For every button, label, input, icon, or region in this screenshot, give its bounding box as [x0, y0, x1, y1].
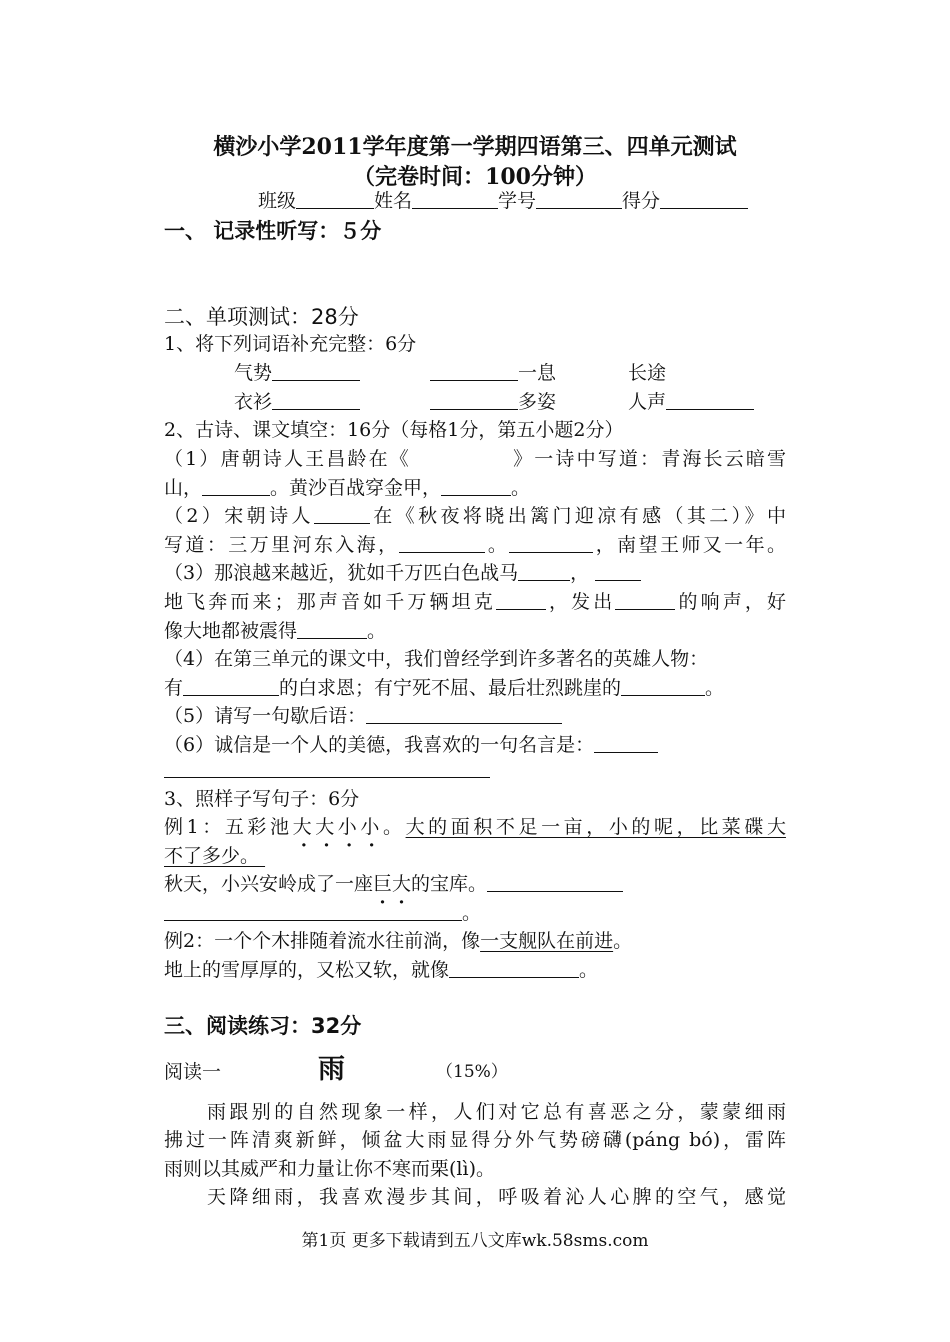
name-blank[interactable]	[412, 189, 498, 209]
q2-p3-g: 。	[367, 620, 387, 642]
q1-r2-c	[628, 388, 754, 417]
ex1-dot-char-4: 小	[360, 816, 383, 838]
q2-p2-line1	[164, 502, 786, 531]
q1-r2-c-text: 人声	[628, 391, 667, 413]
q2-p3-line1	[164, 559, 786, 588]
s1-dot-char-2: 大	[392, 873, 412, 895]
section2-heading: 二、单项测试：28分	[164, 305, 359, 329]
q2-p3-blank3[interactable]	[496, 590, 546, 610]
q2-p3-e: 的响声，好	[675, 591, 786, 613]
q2-p1-line1	[164, 445, 786, 474]
q1-prompt: 1、将下列词语补充完整：6分	[164, 333, 417, 355]
q2-p3-c: 地飞奔而来；那声音如千万辆坦克	[164, 591, 496, 613]
student-info-line	[258, 187, 748, 216]
score-label: 得分	[622, 190, 661, 212]
q2-p3-line3	[164, 617, 786, 646]
reading-para1-line1: 雨跟别的自然现象一样，人们对它总有喜恶之分，蒙蒙细雨	[207, 1101, 786, 1123]
q3-ex2-b: 。	[613, 930, 633, 952]
page-footer: 第1页 更多下载请到五八文库wk.58sms.com	[301, 1231, 649, 1251]
exam-subtitle: （完卷时间：100分钟）	[353, 164, 597, 190]
q2-p4-line2	[164, 674, 786, 703]
q2-p3-d: ，发出	[545, 591, 616, 613]
q2-p3-line2	[164, 588, 786, 617]
q1-r2-a	[234, 388, 360, 417]
q2-p2-blank1[interactable]	[314, 504, 370, 524]
q2-p2-d: 。	[485, 534, 510, 556]
q2-p6-blank1[interactable]	[594, 733, 658, 753]
exam-title: 横沙小学2011学年度第一学期四语第三、四单元测试	[213, 134, 737, 160]
q2-p2-e: ，南望王师又一年。	[593, 534, 786, 556]
q2-p4-blank1[interactable]	[183, 676, 279, 696]
q3-ex1-b: 。	[382, 816, 406, 838]
q2-p4-line1: （4）在第三单元的课文中，我们曾经学到许多著名的英雄人物：	[164, 648, 709, 670]
q1-r2-b-blank[interactable]	[430, 390, 518, 410]
q2-p3-a: （3）那浪越来越近，犹如千万匹白色战马	[164, 562, 519, 584]
q3-s1-b: 的宝库。	[411, 873, 488, 895]
q2-p3-blank1[interactable]	[518, 561, 570, 581]
q2-p1-c: 山，	[164, 477, 203, 499]
reading-label: 阅读一	[164, 1061, 222, 1083]
q2-p1-blank2[interactable]	[441, 476, 511, 496]
q2-prompt: 2、古诗、课文填空：16分（每格1分，第五小题2分）	[164, 419, 624, 441]
section3-heading: 三、阅读练习：32分	[164, 1014, 362, 1038]
q1-r2-c-blank[interactable]	[666, 390, 754, 410]
q3-ex2-underlined: 一支舰队在前进	[480, 930, 614, 952]
q1-r1-b-text: 一息	[518, 362, 557, 384]
q1-r1-a-blank[interactable]	[272, 361, 360, 381]
q2-p3-blank5[interactable]	[297, 619, 367, 639]
ex1-dot-char-1: 大	[292, 816, 316, 838]
score-blank[interactable]	[660, 189, 748, 209]
q2-p3-f: 像大地都被震得	[164, 620, 298, 642]
number-blank[interactable]	[536, 189, 622, 209]
q3-ex2-a: 例2：一个个木排随着流水往前淌，像	[164, 930, 481, 952]
q3-s1-blank1[interactable]	[487, 872, 623, 892]
q3-s2-blank[interactable]	[449, 958, 579, 978]
q2-p2-blank3[interactable]	[509, 533, 593, 553]
class-blank[interactable]	[296, 189, 374, 209]
reading-para1-line3: 雨则以其威严和力量让你不寒而栗(lì)。	[164, 1158, 495, 1180]
reading-title: 雨	[318, 1054, 345, 1085]
q3-ex1-line1	[164, 813, 786, 842]
ex1-dot-char-2: 大	[315, 816, 338, 838]
q2-p4-d: 。	[705, 677, 725, 699]
q2-p4-c: 的白求恩；有宁死不屈、最后壮烈跳崖的	[279, 677, 622, 699]
q1-r1-c	[628, 359, 666, 388]
name-label: 姓名	[374, 190, 413, 212]
q2-p1-d: 。黄沙百战穿金甲，	[270, 477, 442, 499]
q1-r1-b-blank[interactable]	[430, 361, 518, 381]
q3-ex1-line2	[164, 842, 786, 871]
q3-s1-end: 。	[462, 902, 482, 924]
q3-ex1-underlined-1: 大的面积不足一亩，小的呢，比菜碟大	[405, 816, 786, 838]
q1-r2-b	[430, 388, 556, 417]
q2-p2-a: （2）宋朝诗人	[164, 505, 314, 527]
reading-para2-line1: 天降细雨，我喜欢漫步其间，呼吸着沁人心脾的空气，感觉	[207, 1186, 786, 1208]
q3-s1-line2	[164, 899, 786, 928]
q3-s2-b: 。	[579, 959, 599, 981]
q2-p2-b: 在《秋夜将晓出篱门迎凉有感（其二）》中	[369, 505, 786, 527]
q2-p1-blank1[interactable]	[202, 476, 270, 496]
q2-p3-b: ，	[570, 562, 590, 584]
q1-r1-a-text: 气势	[234, 362, 273, 384]
q2-p3-blank4[interactable]	[615, 590, 675, 610]
q3-ex1-underlined-2: 不了多少。	[164, 845, 260, 867]
q1-r1-c-text: 长途	[628, 362, 667, 384]
q2-p6-text: （6）诚信是一个人的美德，我喜欢的一句名言是：	[164, 734, 595, 756]
reading-score: （15%）	[436, 1062, 508, 1082]
q2-p1-b: 》一诗中写道：青海长云暗雪	[510, 448, 786, 470]
reading-para1-line2: 拂过一阵清爽新鲜，倾盆大雨显得分外气势磅礴(páng bó)，雷阵	[164, 1129, 786, 1151]
q2-p2-blank2[interactable]	[399, 533, 485, 553]
q2-p1-e: 。	[511, 477, 531, 499]
ex1-dot-char-3: 小	[337, 816, 361, 838]
q1-r2-a-text: 衣衫	[234, 391, 273, 413]
q2-p2-c: 写道：三万里河东入海，	[164, 534, 400, 556]
s1-dot-char-1: 巨	[373, 873, 393, 895]
q1-r1-b	[430, 359, 556, 388]
q3-s1-line1	[164, 870, 786, 899]
q3-s2-line	[164, 956, 786, 985]
q2-p1-line2	[164, 474, 786, 503]
q1-r2-b-text: 多姿	[518, 391, 557, 413]
q2-p1-a: （1）唐朝诗人王昌龄在《	[164, 448, 411, 470]
q2-p6-blank2[interactable]	[164, 776, 490, 778]
q3-s1-blank2[interactable]	[164, 901, 462, 921]
q2-p6-line	[164, 731, 786, 760]
q3-s2-a: 地上的雪厚厚的，又松又软，就像	[164, 959, 450, 981]
q1-r1-a	[234, 359, 360, 388]
q2-p3-blank2[interactable]	[595, 561, 641, 581]
q3-ex2-line	[164, 927, 786, 956]
q3-ex1-underline-tail	[259, 842, 273, 871]
q3-prompt: 3、照样子写句子：6分	[164, 788, 360, 810]
number-label: 学号	[498, 190, 537, 212]
q1-r2-a-blank[interactable]	[272, 390, 360, 410]
q2-p2-line2	[164, 531, 786, 560]
q3-s1-a: 秋天，小兴安岭成了一座	[164, 873, 374, 895]
q2-p5-text: （5）请写一句歇后语：	[164, 705, 367, 727]
q2-p4-b: 有	[164, 677, 184, 699]
q2-p4-blank2[interactable]	[621, 676, 705, 696]
q2-p5-line	[164, 702, 786, 731]
class-label: 班级	[258, 190, 297, 212]
section1-heading: 一、 记录性听写：５分	[164, 219, 382, 243]
q2-p5-blank[interactable]	[366, 704, 562, 724]
q3-ex1-a: 例1：五彩池	[164, 816, 293, 838]
